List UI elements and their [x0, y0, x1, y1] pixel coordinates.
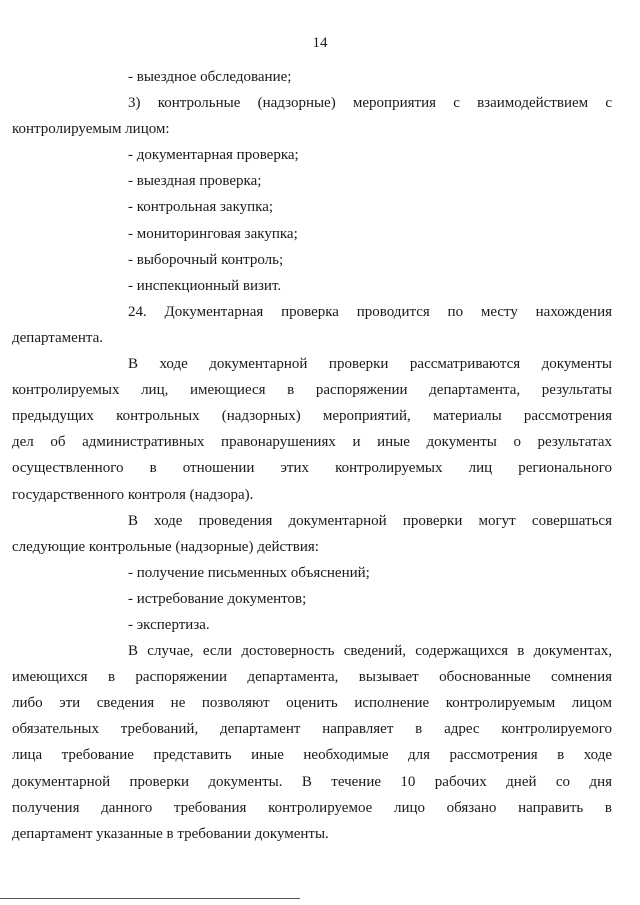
text-line: В ходе документарной проверки рассматриваются документы	[128, 356, 612, 373]
text-line: департамент указанные в требовании документы.	[12, 825, 329, 842]
text-line: департамента.	[12, 329, 103, 346]
text-line: обязательных требований, департамент направляет в адрес контролируемого	[12, 721, 612, 738]
text-line: - контрольная закупка;	[128, 199, 274, 216]
text-line: предыдущих контрольных (надзорных) мероприятий, материалы рассмотрения	[12, 408, 612, 425]
text-line: 24. Документарная проверка проводится по месту нахождения	[128, 303, 612, 320]
text-line: - выездная проверка;	[128, 173, 262, 190]
text-line: следующие контрольные (надзорные) действия:	[12, 538, 319, 555]
document-body	[12, 64, 612, 847]
text-line: имеющихся в распоряжении департамента, вызывает обоснованные сомнения	[12, 669, 612, 686]
text-line: - выборочный контроль;	[128, 251, 284, 268]
text-line: контролируемых лиц, имеющиеся в распоряжении департамента, результаты	[12, 382, 612, 399]
text-line: документарной проверки документы. В течение 10 рабочих дней со дня	[12, 773, 612, 790]
text-line: - получение письменных объяснений;	[128, 564, 370, 581]
footer-rule	[0, 898, 300, 899]
text-line: лица требование представить иные необходимые для рассмотрения в ходе	[12, 747, 612, 764]
text-line: - экспертиза.	[128, 616, 210, 633]
text-line: получения данного требования контролируемое лицо обязано направить в	[12, 799, 612, 816]
page-number: 14	[312, 35, 328, 51]
text-line: - выездное обследование;	[128, 69, 292, 85]
text-line: государственного контроля (надзора).	[12, 486, 254, 503]
text-line: В случае, если достоверность сведений, содержащихся в документах,	[128, 643, 612, 660]
text-line: 3) контрольные (надзорные) мероприятия с взаимодействием с	[128, 95, 612, 112]
text-line: либо эти сведения не позволяют оценить исполнение контролируемым лицом	[12, 695, 612, 712]
text-line: осуществленного в отношении этих контролируемых лиц регионального	[12, 460, 612, 477]
text-line: - истребование документов;	[128, 590, 307, 607]
text-line: В ходе проведения документарной проверки могут совершаться	[128, 512, 612, 529]
text-line: - инспекционный визит.	[128, 277, 282, 294]
text-line: дел об административных правонарушениях и иные документы о результатах	[12, 434, 612, 451]
text-line: контролируемым лицом:	[12, 121, 170, 138]
text-line: - документарная проверка;	[128, 147, 299, 164]
text-line: - мониторинговая закупка;	[128, 225, 298, 242]
